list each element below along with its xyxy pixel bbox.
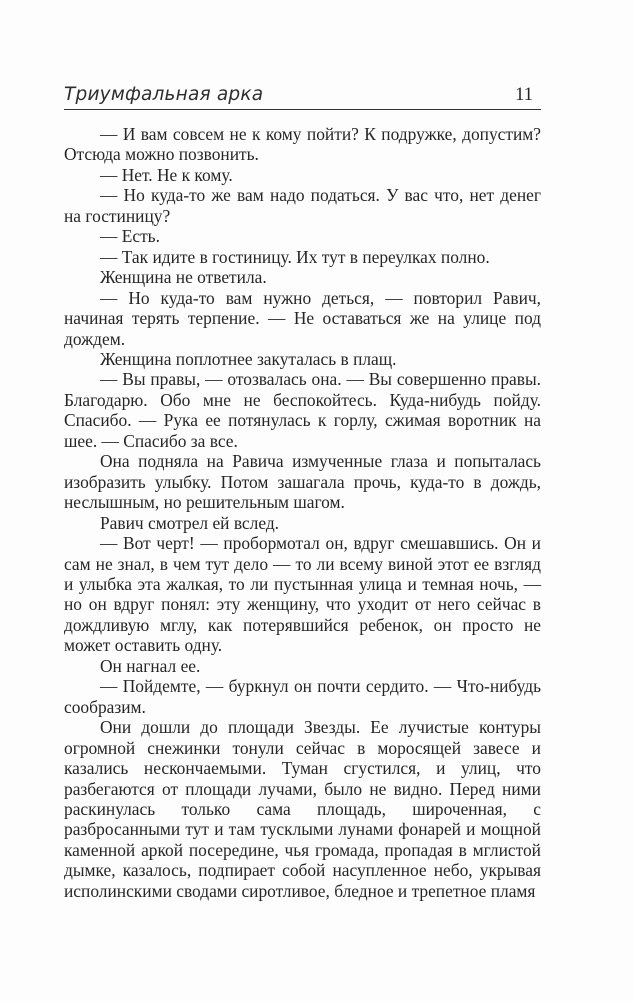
paragraph: — И вам совсем не к кому пойти? К подружке, допустим? Отсюда можно позвонить. — [64, 124, 541, 165]
paragraph: Женщина не ответила. — [100, 267, 267, 288]
paragraph: — Есть. — [100, 226, 160, 247]
page-text — [64, 124, 541, 901]
paragraph: Он нагнал ее. — [100, 655, 201, 676]
paragraph: Они дошли до площади Звезды. Ее лучистые контуры огромной снежинки тонули сейчас в моросящей завесе и казались нескончаемыми. Туман сгустился, и улиц, что разбегаются от площади лучами, было не видно. Перед ними раскинулась только сама площадь, широченная, с разбросанными тут и там тусклыми лунами фонарей и мощной каменной аркой посередине, чья громада, пропадая в мглистой дымке, казалось, подпирает собой насупленное небо, укрывая исполинскими сводами сиротливое, бледное и трепетное пламя — [64, 717, 541, 901]
page-header — [64, 84, 541, 106]
paragraph: — Так идите в гостиницу. Их тут в переулках полно. — [100, 246, 490, 267]
paragraph: — Но куда-то вам нужно деться, — повторил Равич, начиная терять терпение. — Не оставаться же на улице под дождем. — [64, 287, 541, 349]
running-head-title: Триумфальная арка — [64, 84, 264, 105]
paragraph: Она подняла на Равича измученные глаза и попыталась изобразить улыбку. Потом зашагала прочь, куда-то в дождь, неслышным, но решительным шагом. — [64, 451, 541, 513]
paragraph: — Нет. Не к кому. — [100, 164, 233, 185]
page-number: 11 — [515, 85, 533, 105]
paragraph: — Но куда-то же вам надо податься. У вас что, нет денег на гостиницу? — [64, 185, 541, 226]
paragraph: — Пойдемте, — буркнул он почти сердито. — Что-нибудь сообразим. — [64, 676, 541, 717]
paragraph: — Вы правы, — отозвалась она. — Вы совершенно правы. Благодарю. Обо мне не беспокойтесь. Куда-нибудь пойду. Спасибо. — Рука ее потянулась к горлу, сжимая воротник на шее. — Спасибо за все. — [64, 369, 541, 451]
paragraph: — Вот черт! — пробормотал он, вдруг смешавшись. Он и сам не знал, в чем тут дело — то ли всему виной этот ее взгляд и улыбка эта жалкая, то ли пустынная улица и темная ночь, — но он вдруг понял: эту женщину, что уходит от него сейчас в дождливую мглу, как потерявшийся ребенок, он просто не может оставить одну. — [64, 533, 541, 656]
paragraph: Женщина поплотнее закуталась в плащ. — [100, 348, 397, 369]
paragraph: Равич смотрел ей вслед. — [100, 512, 280, 533]
header-rule — [64, 109, 541, 110]
